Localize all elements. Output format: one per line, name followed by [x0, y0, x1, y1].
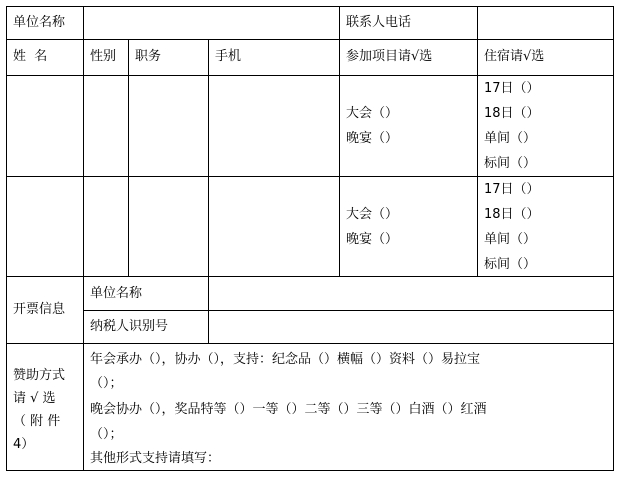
sponsorship-text-line: （）； — [90, 376, 123, 391]
table-border — [477, 6, 478, 276]
sponsorship-other-label: 其他形式支持请填写： — [90, 451, 221, 466]
attendee-position-field[interactable] — [131, 78, 205, 173]
attendee-position-field[interactable] — [131, 179, 205, 273]
column-header-name: 姓 名 — [13, 49, 48, 64]
table-border — [6, 6, 7, 471]
table-border — [613, 6, 614, 471]
attendee-name-field[interactable] — [9, 78, 80, 173]
table-border — [6, 39, 614, 40]
table-border — [83, 6, 84, 471]
event-option-conference[interactable]: 大会（） — [346, 207, 399, 222]
invoice-unit-name-label: 单位名称 — [90, 286, 143, 301]
sponsorship-other-field[interactable] — [240, 448, 610, 468]
table-border — [6, 176, 614, 177]
column-header-position: 职务 — [135, 49, 162, 64]
sponsorship-text-line: 晚会协办（），奖品特等（）一等（）二等（）三等（）白酒（）红酒 — [90, 402, 487, 417]
attendee-gender-field[interactable] — [86, 78, 125, 173]
unit-name-label: 单位名称 — [13, 15, 66, 30]
lodging-option-twin-room[interactable]: 标间（） — [484, 156, 537, 171]
sponsorship-text-line: 年会承办（），协办（），支持：纪念品（）横幅（）资料（）易拉宝 — [90, 352, 481, 367]
column-header-lodging: 住宿请√选 — [484, 49, 545, 64]
lodging-option-18th[interactable]: 18日（） — [484, 207, 540, 222]
table-border — [6, 276, 614, 277]
event-option-conference[interactable]: 大会（） — [346, 106, 399, 121]
invoice-unit-name-field[interactable] — [211, 279, 610, 307]
table-border — [6, 343, 614, 344]
contact-phone-label: 联系人电话 — [346, 15, 412, 30]
contact-phone-field[interactable] — [480, 9, 610, 37]
column-header-mobile: 手机 — [215, 49, 242, 64]
attendee-mobile-field[interactable] — [211, 179, 336, 273]
sponsorship-label-line: 赞助方式 — [13, 368, 66, 383]
table-border — [83, 310, 614, 311]
event-option-dinner[interactable]: 晚宴（） — [346, 232, 399, 247]
table-border — [128, 39, 129, 276]
sponsorship-label-line: 4） — [13, 437, 35, 452]
attendee-mobile-field[interactable] — [211, 78, 336, 173]
sponsorship-label-line: （ 附 件 — [13, 414, 61, 429]
sponsorship-text-line: （）； — [90, 427, 123, 442]
attendee-gender-field[interactable] — [86, 179, 125, 273]
table-border — [208, 39, 209, 343]
table-border — [6, 470, 614, 471]
attendee-name-field[interactable] — [9, 179, 80, 273]
table-border — [6, 6, 614, 7]
taxpayer-id-label: 纳税人识别号 — [90, 319, 169, 334]
lodging-option-17th[interactable]: 17日（） — [484, 182, 540, 197]
lodging-option-18th[interactable]: 18日（） — [484, 106, 540, 121]
lodging-option-17th[interactable]: 17日（） — [484, 81, 540, 96]
column-header-events: 参加项目请√选 — [346, 49, 433, 64]
invoice-info-label: 开票信息 — [13, 302, 66, 317]
event-option-dinner[interactable]: 晚宴（） — [346, 131, 399, 146]
sponsorship-label-line: 请 √ 选 — [13, 391, 56, 406]
column-header-gender: 性别 — [90, 49, 117, 64]
lodging-option-single-room[interactable]: 单间（） — [484, 131, 537, 146]
lodging-option-twin-room[interactable]: 标间（） — [484, 257, 537, 272]
lodging-option-single-room[interactable]: 单间（） — [484, 232, 537, 247]
taxpayer-id-field[interactable] — [211, 313, 610, 340]
table-border — [6, 75, 614, 76]
unit-name-field[interactable] — [86, 9, 336, 37]
table-border — [339, 6, 340, 276]
